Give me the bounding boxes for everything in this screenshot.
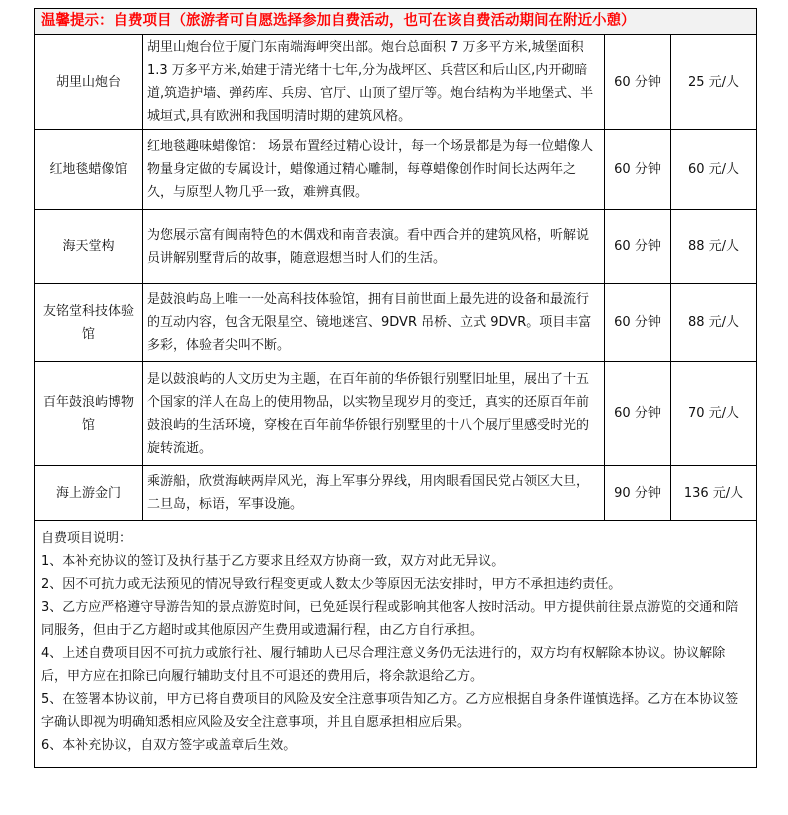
item-name: 海上游金门: [35, 466, 143, 521]
notes-row: [35, 521, 757, 768]
item-price: 136 元/人: [671, 466, 757, 521]
item-description: 胡里山炮台位于厦门东南端海岬突出部。炮台总面积 7 万多平方米,城堡面积 1.3 万多平方米,始建于清光绪十七年,分为战坪区、兵营区和后山区,内开砌暗道,筑造护墙、弹药库、兵房、官厅、山顶了望厅等。炮台结构为半地堡式、半城垣式,具有欧洲和我国明清时期的建筑风格。: [143, 35, 605, 130]
item-description: 乘游船，欣赏海峡两岸风光，海上军事分界线，用肉眼看国民党占领区大旦，二旦岛，标语，军事设施。: [143, 466, 605, 521]
item-description: 为您展示富有闽南特色的木偶戏和南音表演。看中西合并的建筑风格，听解说员讲解别墅背后的故事，随意遐想当时人们的生活。: [143, 210, 605, 284]
item-price: 88 元/人: [671, 284, 757, 362]
item-description: 是以鼓浪屿的人文历史为主题，在百年前的华侨银行别墅旧址里，展出了十五个国家的洋人在岛上的使用物品，以实物呈现岁月的变迁，真实的还原百年前鼓浪屿的生活环境，穿梭在百年前华侨银行别墅里的十八个展厅里感受时光的旋转流逝。: [143, 362, 605, 466]
item-duration: 60 分钟: [605, 284, 671, 362]
item-price: 70 元/人: [671, 362, 757, 466]
notice-row: [35, 9, 757, 35]
item-name: 友铭堂科技体验馆: [35, 284, 143, 362]
note-item: 6、本补充协议，自双方签字或盖章后生效。: [41, 738, 297, 753]
note-item: 2、因不可抗力或无法预见的情况导致行程变更或人数太少等原因无法安排时，甲方不承担违约责任。: [41, 577, 622, 592]
item-duration: 90 分钟: [605, 466, 671, 521]
item-name: 海天堂构: [35, 210, 143, 284]
table-row: [35, 284, 757, 362]
table-row: [35, 362, 757, 466]
notes-title: 自费项目说明：: [41, 531, 133, 546]
item-duration: 60 分钟: [605, 35, 671, 130]
notes-cell: [35, 521, 757, 768]
item-duration: 60 分钟: [605, 210, 671, 284]
table-row: [35, 130, 757, 210]
item-price: 88 元/人: [671, 210, 757, 284]
note-item: 5、在签署本协议前，甲方已将自费项目的风险及安全注意事项告知乙方。乙方应根据自身条件谨慎选择。乙方在本协议签字确认即视为明确知悉相应风险及安全注意事项，并且自愿承担相应后果。: [41, 692, 739, 730]
item-duration: 60 分钟: [605, 130, 671, 210]
note-item: 1、本补充协议的签订及执行基于乙方要求且经双方协商一致，双方对此无异议。: [41, 554, 505, 569]
note-item: 3、乙方应严格遵守导游告知的景点游览时间，已免延误行程或影响其他客人按时活动。甲方提供前往景点游览的交通和陪同服务，但由于乙方超时或其他原因产生费用或遗漏行程，由乙方自行承担。: [41, 600, 739, 638]
item-name: 胡里山炮台: [35, 35, 143, 130]
item-price: 25 元/人: [671, 35, 757, 130]
table-row: [35, 35, 757, 130]
item-price: 60 元/人: [671, 130, 757, 210]
note-item: 4、上述自费项目因不可抗力或旅行社、履行辅助人已尽合理注意义务仍无法进行的，双方均有权解除本协议。协议解除后，甲方应在扣除已向履行辅助支付且不可退还的费用后，将余款退给乙方。: [41, 646, 726, 684]
self-pay-items-table: [34, 8, 757, 768]
item-name: 红地毯蜡像馆: [35, 130, 143, 210]
item-duration: 60 分钟: [605, 362, 671, 466]
item-name: 百年鼓浪屿博物馆: [35, 362, 143, 466]
item-description: 红地毯趣味蜡像馆： 场景布置经过精心设计，每一个场景都是为每一位蜡像人物量身定做的专属设计，蜡像通过精心雕制，每尊蜡像创作时间长达两年之久，与原型人物几乎一致，难辨真假。: [143, 130, 605, 210]
table-row: [35, 466, 757, 521]
self-pay-items-sheet: [34, 8, 756, 768]
table-row: [35, 210, 757, 284]
notice-text: 温馨提示：自费项目（旅游者可自愿选择参加自费活动，也可在该自费活动期间在附近小憩）: [35, 9, 757, 35]
item-description: 是鼓浪屿岛上唯一一处高科技体验馆，拥有目前世面上最先进的设备和最流行的互动内容，包含无限星空、镜地迷宫、9DVR 吊桥、立式 9DVR。项目丰富多彩，体验者尖叫不断。: [143, 284, 605, 362]
